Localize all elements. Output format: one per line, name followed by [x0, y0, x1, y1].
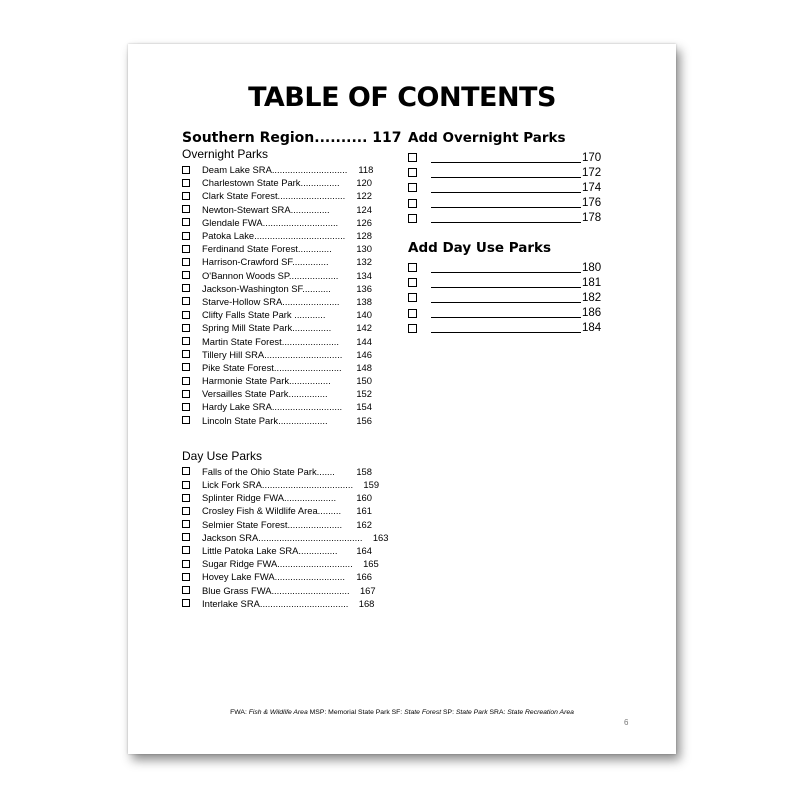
page-ref: 138 — [356, 295, 372, 307]
toc-entry — [182, 414, 372, 427]
park-name: Lick Fork SRA................................... — [202, 479, 354, 491]
park-name: Clark State Forest.......................... — [202, 190, 346, 202]
checkbox-icon[interactable] — [182, 494, 190, 502]
page-ref: 159 — [363, 479, 380, 491]
msp-text: Memorial State Park — [328, 709, 390, 716]
checkbox-icon[interactable] — [182, 179, 190, 187]
park-name: Splinter Ridge FWA.................... — [202, 492, 337, 504]
checkbox-icon[interactable] — [182, 377, 190, 385]
blank-write-line — [431, 198, 581, 208]
sf-text: State Forest — [404, 709, 442, 716]
checkbox-icon[interactable] — [182, 297, 190, 305]
toc-entry — [182, 374, 372, 387]
page-ref: 150 — [356, 375, 372, 387]
page-ref: 134 — [356, 269, 372, 281]
checkbox-icon[interactable] — [182, 311, 190, 319]
blank-entry-row — [408, 150, 608, 165]
toc-entry — [182, 583, 376, 596]
park-name: Jackson-Washington SF........... — [202, 282, 331, 294]
checkbox-icon[interactable] — [408, 168, 417, 177]
checkbox-icon[interactable] — [408, 324, 417, 333]
park-name: Sugar Ridge FWA............................. — [202, 558, 353, 570]
toc-entry — [182, 334, 372, 347]
checkbox-icon[interactable] — [408, 278, 417, 287]
toc-entry — [182, 282, 372, 295]
page-ref: 124 — [356, 203, 372, 215]
blank-entry-row — [408, 275, 608, 290]
checkbox-icon[interactable] — [182, 586, 190, 594]
toc-entry — [182, 295, 372, 308]
sp-text: State Park — [455, 709, 488, 716]
toc-entry — [182, 478, 380, 491]
checkbox-icon[interactable] — [182, 271, 190, 279]
park-name: Lincoln State Park................... — [202, 414, 328, 426]
blank-entry-row — [408, 165, 608, 180]
blank-entry-row — [408, 290, 608, 305]
blank-entry-row — [408, 196, 608, 211]
blank-write-line — [431, 153, 581, 163]
checkbox-icon[interactable] — [182, 507, 190, 515]
park-name: Patoka Lake................................... — [202, 230, 346, 242]
toc-entry — [182, 491, 372, 504]
add-overnight-list — [408, 150, 608, 226]
page-ref: 167 — [359, 584, 376, 596]
checkbox-icon[interactable] — [408, 183, 417, 192]
page-ref: 142 — [356, 322, 372, 334]
page-ref: 166 — [356, 571, 372, 583]
toc-entry — [182, 348, 372, 361]
checkbox-icon[interactable] — [182, 546, 190, 554]
park-name: Blue Grass FWA.............................. — [202, 584, 350, 596]
checkbox-icon[interactable] — [408, 214, 417, 223]
msp-abbr: MSP: — [309, 709, 327, 716]
document-page — [128, 44, 676, 754]
page-ref: 128 — [356, 230, 372, 242]
blank-entry-row — [408, 180, 608, 195]
park-name: O'Bannon Woods SP................... — [202, 269, 339, 281]
park-name: Crosley Fish & Wildlife Area......... — [202, 505, 342, 517]
park-name: Harmonie State Park................ — [202, 375, 331, 387]
checkbox-icon[interactable] — [182, 337, 190, 345]
page-ref: 176 — [582, 197, 602, 210]
page-number: 6 — [624, 718, 629, 727]
checkbox-icon[interactable] — [182, 232, 190, 240]
add-day-use-list — [408, 260, 608, 336]
toc-entry — [182, 400, 372, 413]
page-ref: 168 — [358, 597, 375, 609]
checkbox-icon[interactable] — [182, 284, 190, 292]
add-overnight-heading: Add Overnight Parks — [408, 130, 566, 146]
park-name: Falls of the Ohio State Park....... — [202, 465, 335, 477]
blank-entry-row — [408, 321, 608, 336]
toc-entry — [182, 321, 372, 334]
page-ref: 161 — [356, 505, 372, 517]
page-ref: 184 — [582, 322, 602, 335]
park-name: Jackson SRA........................................ — [202, 531, 363, 543]
page-ref: 170 — [582, 151, 602, 164]
page-ref: 144 — [356, 335, 372, 347]
park-name: Selmier State Forest..................... — [202, 518, 343, 530]
checkbox-icon[interactable] — [182, 416, 190, 424]
page-ref: 163 — [372, 531, 389, 543]
toc-entry — [182, 189, 372, 202]
blank-write-line — [431, 263, 581, 273]
page-ref: 148 — [356, 361, 372, 373]
blank-write-line — [431, 293, 581, 303]
overnight-parks-heading: Overnight Parks — [182, 147, 269, 161]
park-name: Martin State Forest...................... — [202, 335, 340, 347]
page-ref: 118 — [358, 164, 374, 176]
blank-write-line — [431, 323, 581, 333]
park-name: Pike State Forest.......................... — [202, 361, 342, 373]
page-ref: 180 — [582, 261, 602, 274]
blank-entry-row — [408, 306, 608, 321]
toc-entry — [182, 504, 372, 517]
toc-entry — [182, 597, 375, 610]
page-title: TABLE OF CONTENTS — [248, 82, 556, 113]
fwa-abbr: FWA: — [230, 709, 247, 716]
page-ref: 162 — [356, 518, 372, 530]
toc-entry — [182, 361, 372, 374]
park-name: Ferdinand State Forest............. — [202, 243, 332, 255]
page-ref: 164 — [356, 544, 372, 556]
checkbox-icon[interactable] — [182, 467, 190, 475]
park-name: Hovey Lake FWA........................... — [202, 571, 345, 583]
checkbox-icon[interactable] — [182, 218, 190, 226]
sra-text: State Recreation Area — [507, 709, 574, 716]
park-name: Deam Lake SRA............................. — [202, 164, 348, 176]
sf-abbr: SF: — [391, 709, 403, 716]
day-use-parks-list — [182, 465, 389, 610]
checkbox-icon[interactable] — [182, 560, 190, 568]
blank-entry-row — [408, 260, 608, 275]
toc-entry — [182, 557, 379, 570]
checkbox-icon[interactable] — [182, 390, 190, 398]
page-ref: 152 — [356, 388, 372, 400]
page-ref: 158 — [356, 465, 372, 477]
toc-entry — [182, 176, 372, 189]
toc-entry — [182, 531, 389, 544]
checkbox-icon[interactable] — [182, 324, 190, 332]
page-ref: 186 — [582, 307, 602, 320]
blank-entry-row — [408, 211, 608, 226]
checkbox-icon[interactable] — [408, 263, 417, 272]
checkbox-icon[interactable] — [182, 258, 190, 266]
blank-write-line — [431, 168, 581, 178]
toc-entry — [182, 269, 372, 282]
checkbox-icon[interactable] — [182, 599, 190, 607]
page-ref: 120 — [356, 177, 372, 189]
checkbox-icon[interactable] — [408, 153, 417, 162]
left-column — [182, 130, 402, 610]
toc-entry — [182, 518, 372, 531]
checkbox-icon[interactable] — [182, 520, 190, 528]
checkbox-icon[interactable] — [182, 533, 190, 541]
fwa-text: Fish & Wildlife Area — [248, 709, 308, 716]
blank-write-line — [431, 308, 581, 318]
park-name: Hardy Lake SRA........................... — [202, 401, 343, 413]
toc-entry — [182, 216, 372, 229]
toc-entry — [182, 203, 372, 216]
toc-entry — [182, 242, 372, 255]
toc-entry — [182, 308, 372, 321]
page-ref: 122 — [356, 190, 372, 202]
checkbox-icon[interactable] — [182, 363, 190, 371]
region-heading: Southern Region.......... 117 — [182, 130, 402, 146]
blank-write-line — [431, 213, 581, 223]
blank-write-line — [431, 183, 581, 193]
blank-write-line — [431, 278, 581, 288]
day-use-parks-heading: Day Use Parks — [182, 448, 263, 463]
park-name: Harrison-Crawford SF.............. — [202, 256, 329, 268]
add-day-use-heading: Add Day Use Parks — [408, 239, 552, 256]
park-name: Spring Mill State Park............... — [202, 322, 332, 334]
page-ref: 154 — [356, 401, 372, 413]
page-ref: 156 — [356, 414, 372, 426]
checkbox-icon[interactable] — [182, 573, 190, 581]
page-ref: 146 — [356, 348, 372, 360]
right-column — [408, 130, 608, 336]
toc-entry — [182, 229, 372, 242]
checkbox-icon[interactable] — [408, 293, 417, 302]
toc-entry — [182, 387, 372, 400]
toc-entry — [182, 465, 372, 478]
park-name: Starve-Hollow SRA...................... — [202, 295, 340, 307]
park-name: Tillery Hill SRA.............................. — [202, 348, 343, 360]
checkbox-icon[interactable] — [182, 205, 190, 213]
page-ref: 130 — [356, 243, 372, 255]
page-ref: 160 — [356, 492, 372, 504]
page-ref: 165 — [363, 558, 379, 570]
page-ref: 172 — [582, 166, 602, 179]
checkbox-icon[interactable] — [182, 403, 190, 411]
abbreviation-legend — [128, 709, 676, 716]
page-ref: 132 — [356, 256, 372, 268]
sp-abbr: SP: — [443, 709, 454, 716]
page-ref: 181 — [582, 276, 602, 289]
checkbox-icon[interactable] — [408, 309, 417, 318]
page-ref: 136 — [356, 282, 372, 294]
park-name: Interlake SRA.................................. — [202, 597, 349, 609]
checkbox-icon[interactable] — [182, 166, 190, 174]
park-name: Little Patoka Lake SRA............... — [202, 544, 338, 556]
toc-entry — [182, 544, 372, 557]
page-ref: 178 — [582, 212, 602, 225]
checkbox-icon[interactable] — [182, 192, 190, 200]
page-ref: 126 — [356, 216, 372, 228]
park-name: Glendale FWA............................. — [202, 216, 339, 228]
page-ref: 174 — [582, 181, 602, 194]
park-name: Newton-Stewart SRA............... — [202, 203, 330, 215]
page-ref: 140 — [356, 309, 372, 321]
checkbox-icon[interactable] — [182, 350, 190, 358]
checkbox-icon[interactable] — [408, 199, 417, 208]
overnight-parks-list — [182, 163, 372, 427]
park-name: Charlestown State Park............... — [202, 177, 340, 189]
page-ref: 182 — [582, 291, 602, 304]
sra-abbr: SRA: — [489, 709, 506, 716]
park-name: Clifty Falls State Park ............ — [202, 309, 326, 321]
toc-entry — [182, 255, 372, 268]
park-name: Versailles State Park............... — [202, 388, 328, 400]
checkbox-icon[interactable] — [182, 245, 190, 253]
checkbox-icon[interactable] — [182, 481, 190, 489]
toc-entry — [182, 570, 372, 583]
toc-entry — [182, 163, 372, 176]
